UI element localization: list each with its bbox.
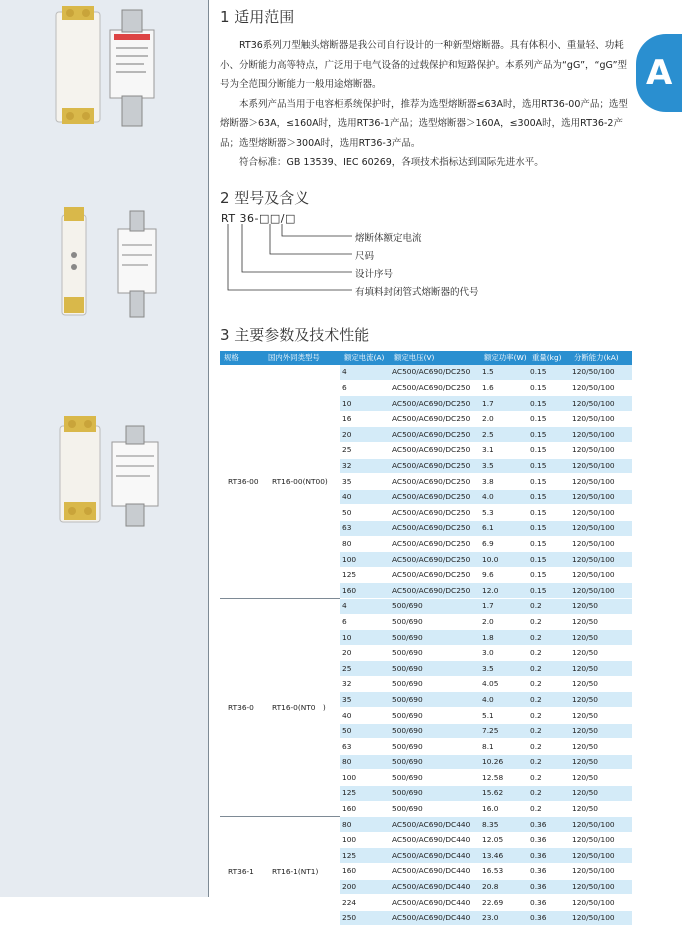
group-rt36-1 (220, 817, 632, 926)
cell-rated-power: 2.0 (480, 614, 528, 630)
cell-rated-voltage: AC500/AC690/DC250 (390, 474, 480, 490)
cell-rated-power: 15.62 (480, 786, 528, 802)
cell-rated-voltage: 500/690 (390, 754, 480, 770)
cell-rated-power: 2.0 (480, 411, 528, 427)
cell-weight: 0.15 (528, 380, 570, 396)
cell-breaking-capacity: 120/50 (570, 739, 632, 755)
cell-rated-voltage: 500/690 (390, 661, 480, 677)
cell-rated-current: 35 (340, 692, 390, 708)
cell-rated-power: 5.3 (480, 505, 528, 521)
cell-rated-voltage: AC500/AC690/DC440 (390, 895, 480, 911)
cell-rated-current: 20 (340, 645, 390, 661)
model-label-type-code: 有填料封闭管式熔断器的代号 (355, 287, 479, 298)
cell-breaking-capacity: 120/50 (570, 598, 632, 614)
col-header: 规格 (220, 351, 264, 365)
cell-weight: 0.2 (528, 630, 570, 646)
cell-rated-voltage: AC500/AC690/DC250 (390, 489, 480, 505)
cell-rated-power: 20.8 (480, 879, 528, 895)
cell-breaking-capacity: 120/50/100 (570, 427, 632, 443)
cell-rated-voltage: AC500/AC690/DC250 (390, 442, 480, 458)
cell-rated-voltage: AC500/AC690/DC250 (390, 458, 480, 474)
cell-spec: RT36-00 (220, 365, 264, 598)
cell-rated-power: 4.05 (480, 676, 528, 692)
cell-rated-current: 63 (340, 520, 390, 536)
cell-rated-power: 4.0 (480, 692, 528, 708)
cell-rated-voltage: AC500/AC690/DC440 (390, 832, 480, 848)
cell-weight: 0.15 (528, 365, 570, 380)
cell-breaking-capacity: 120/50/100 (570, 458, 632, 474)
cell-weight: 0.2 (528, 754, 570, 770)
cell-rated-current: 125 (340, 567, 390, 583)
table-row (220, 365, 632, 380)
cell-rated-power: 8.1 (480, 739, 528, 755)
cell-breaking-capacity: 120/50 (570, 801, 632, 817)
model-code: RT 36-□□/□ (221, 212, 296, 225)
section3-title: 3 主要参数及技术性能 (220, 326, 370, 344)
cell-equivalent-model: RT16-1(NT1) (264, 817, 340, 926)
group-rt36-00 (220, 365, 632, 598)
cell-rated-current: 20 (340, 427, 390, 443)
cell-breaking-capacity: 120/50 (570, 676, 632, 692)
cell-breaking-capacity: 120/50 (570, 614, 632, 630)
model-label-design-no: 设计序号 (355, 269, 394, 280)
cell-rated-voltage: AC500/AC690/DC250 (390, 427, 480, 443)
cell-rated-power: 1.7 (480, 396, 528, 412)
cell-rated-power: 1.6 (480, 380, 528, 396)
cell-rated-power: 12.05 (480, 832, 528, 848)
cell-rated-voltage: 500/690 (390, 723, 480, 739)
section1-title: 1 适用范围 (220, 8, 295, 26)
cell-rated-voltage: AC500/AC690/DC250 (390, 520, 480, 536)
cell-breaking-capacity: 120/50/100 (570, 520, 632, 536)
col-header: 额定电压(V) (390, 351, 480, 365)
cell-breaking-capacity: 120/50 (570, 723, 632, 739)
cell-rated-current: 50 (340, 723, 390, 739)
cell-rated-current: 63 (340, 739, 390, 755)
cell-rated-power: 3.5 (480, 458, 528, 474)
cell-breaking-capacity: 120/50/100 (570, 864, 632, 880)
cell-weight: 0.36 (528, 895, 570, 911)
cell-breaking-capacity: 120/50/100 (570, 411, 632, 427)
cell-weight: 0.36 (528, 817, 570, 833)
cell-breaking-capacity: 120/50 (570, 708, 632, 724)
section1-body (220, 36, 636, 173)
cell-weight: 0.2 (528, 614, 570, 630)
cell-weight: 0.2 (528, 786, 570, 802)
cell-rated-power: 22.69 (480, 895, 528, 911)
cell-weight: 0.2 (528, 692, 570, 708)
cell-rated-current: 200 (340, 879, 390, 895)
cell-weight: 0.2 (528, 676, 570, 692)
cell-rated-voltage: AC500/AC690/DC250 (390, 567, 480, 583)
cell-rated-current: 125 (340, 848, 390, 864)
cell-rated-power: 1.5 (480, 365, 528, 380)
cell-weight: 0.36 (528, 910, 570, 926)
cell-rated-current: 32 (340, 458, 390, 474)
cell-rated-current: 250 (340, 910, 390, 926)
product-image-sidebar (0, 0, 209, 897)
cell-rated-voltage: 500/690 (390, 770, 480, 786)
cell-rated-current: 40 (340, 489, 390, 505)
cell-equivalent-model: RT16-00(NT00) (264, 365, 340, 598)
cell-rated-voltage: 500/690 (390, 614, 480, 630)
cell-breaking-capacity: 120/50/100 (570, 552, 632, 568)
cell-weight: 0.2 (528, 723, 570, 739)
cell-weight: 0.15 (528, 427, 570, 443)
cell-rated-power: 1.7 (480, 598, 528, 614)
cell-rated-power: 8.35 (480, 817, 528, 833)
cell-rated-power: 5.1 (480, 708, 528, 724)
cell-rated-voltage: 500/690 (390, 786, 480, 802)
cell-rated-power: 3.5 (480, 661, 528, 677)
group-rt36-0 (220, 598, 632, 816)
cell-breaking-capacity: 120/50/100 (570, 910, 632, 926)
cell-weight: 0.15 (528, 505, 570, 521)
cell-weight: 0.36 (528, 864, 570, 880)
cell-breaking-capacity: 120/50/100 (570, 832, 632, 848)
cell-rated-power: 16.53 (480, 864, 528, 880)
cell-rated-voltage: AC500/AC690/DC440 (390, 879, 480, 895)
cell-spec: RT36-1 (220, 817, 264, 926)
cell-breaking-capacity: 120/50 (570, 786, 632, 802)
cell-rated-power: 3.0 (480, 645, 528, 661)
cell-equivalent-model: RT16-0(NT0 ) (264, 598, 340, 816)
cell-rated-voltage: AC500/AC690/DC250 (390, 396, 480, 412)
section1-paragraph: 本系列产品当用于电容柜系统保护时，推荐为选型熔断器≤63A时，选用RT36-00产品；选型熔断器＞63A，≤160A时，选用RT36-1产品；选型熔断器＞160A，≤300A时，选用RT36-2产品；选型熔断器＞300A时，选用RT36-3产品。 (220, 98, 628, 149)
cell-rated-current: 10 (340, 396, 390, 412)
cell-breaking-capacity: 120/50 (570, 754, 632, 770)
cell-breaking-capacity: 120/50/100 (570, 817, 632, 833)
cell-rated-current: 80 (340, 754, 390, 770)
cell-weight: 0.2 (528, 708, 570, 724)
cell-breaking-capacity: 120/50/100 (570, 895, 632, 911)
cell-breaking-capacity: 120/50 (570, 661, 632, 677)
cell-rated-current: 6 (340, 614, 390, 630)
cell-weight: 0.15 (528, 567, 570, 583)
cell-rated-current: 160 (340, 864, 390, 880)
cell-rated-current: 35 (340, 474, 390, 490)
cell-rated-current: 25 (340, 661, 390, 677)
cell-rated-current: 25 (340, 442, 390, 458)
cell-rated-power: 7.25 (480, 723, 528, 739)
cell-breaking-capacity: 120/50/100 (570, 489, 632, 505)
cell-rated-current: 160 (340, 583, 390, 599)
cell-weight: 0.2 (528, 645, 570, 661)
cell-breaking-capacity: 120/50 (570, 645, 632, 661)
cell-rated-current: 10 (340, 630, 390, 646)
cell-rated-current: 40 (340, 708, 390, 724)
cell-rated-current: 50 (340, 505, 390, 521)
col-header: 额定电流(A) (340, 351, 390, 365)
cell-rated-power: 3.8 (480, 474, 528, 490)
cell-rated-power: 10.26 (480, 754, 528, 770)
table-header-row (220, 351, 632, 365)
cell-rated-power: 3.1 (480, 442, 528, 458)
cell-rated-current: 4 (340, 598, 390, 614)
section2-title: 2 型号及含义 (220, 189, 310, 207)
cell-rated-current: 125 (340, 786, 390, 802)
cell-weight: 0.15 (528, 583, 570, 599)
cell-weight: 0.15 (528, 458, 570, 474)
cell-weight: 0.15 (528, 396, 570, 412)
cell-rated-power: 2.5 (480, 427, 528, 443)
cell-weight: 0.15 (528, 552, 570, 568)
cell-rated-power: 6.1 (480, 520, 528, 536)
cell-spec: RT36-0 (220, 598, 264, 816)
cell-rated-power: 23.0 (480, 910, 528, 926)
cell-rated-current: 100 (340, 552, 390, 568)
cell-rated-voltage: 500/690 (390, 708, 480, 724)
cell-breaking-capacity: 120/50/100 (570, 505, 632, 521)
cell-rated-current: 32 (340, 676, 390, 692)
cell-rated-voltage: 500/690 (390, 739, 480, 755)
cell-weight: 0.2 (528, 739, 570, 755)
cell-rated-voltage: 500/690 (390, 645, 480, 661)
cell-breaking-capacity: 120/50/100 (570, 365, 632, 380)
model-code-diagram-lines (222, 222, 357, 294)
col-header: 分断能力(kA) (570, 351, 632, 365)
cell-rated-voltage: AC500/AC690/DC440 (390, 864, 480, 880)
cell-rated-current: 80 (340, 817, 390, 833)
cell-rated-current: 80 (340, 536, 390, 552)
cell-rated-current: 4 (340, 365, 390, 380)
col-header: 重量(kg) (528, 351, 570, 365)
cell-breaking-capacity: 120/50/100 (570, 567, 632, 583)
cell-weight: 0.36 (528, 879, 570, 895)
cell-rated-voltage: AC500/AC690/DC250 (390, 536, 480, 552)
cell-rated-voltage: AC500/AC690/DC250 (390, 380, 480, 396)
cell-weight: 0.2 (528, 598, 570, 614)
cell-rated-current: 160 (340, 801, 390, 817)
cell-rated-voltage: AC500/AC690/DC250 (390, 365, 480, 380)
cell-rated-voltage: 500/690 (390, 676, 480, 692)
cell-weight: 0.2 (528, 770, 570, 786)
cell-rated-power: 13.46 (480, 848, 528, 864)
cell-rated-voltage: 500/690 (390, 598, 480, 614)
cell-breaking-capacity: 120/50/100 (570, 583, 632, 599)
cell-breaking-capacity: 120/50/100 (570, 848, 632, 864)
cell-rated-current: 100 (340, 770, 390, 786)
section-tab-a[interactable]: A (636, 34, 682, 112)
section1-paragraph: 符合标准：GB 13539、IEC 60269，各项技术指标达到国际先进水平。 (239, 157, 544, 168)
col-header: 国内外同类型号 (264, 351, 340, 365)
fuse-base-image-rt36-00 (50, 4, 160, 134)
cell-rated-voltage: AC500/AC690/DC440 (390, 848, 480, 864)
cell-weight: 0.15 (528, 520, 570, 536)
cell-rated-voltage: AC500/AC690/DC250 (390, 552, 480, 568)
cell-rated-current: 224 (340, 895, 390, 911)
cell-rated-voltage: AC500/AC690/DC440 (390, 910, 480, 926)
fuse-base-image-rt36-1 (54, 412, 174, 532)
cell-rated-power: 1.8 (480, 630, 528, 646)
cell-weight: 0.15 (528, 489, 570, 505)
cell-rated-voltage: 500/690 (390, 630, 480, 646)
cell-weight: 0.15 (528, 442, 570, 458)
cell-rated-voltage: 500/690 (390, 692, 480, 708)
cell-breaking-capacity: 120/50 (570, 692, 632, 708)
cell-breaking-capacity: 120/50/100 (570, 536, 632, 552)
cell-breaking-capacity: 120/50/100 (570, 396, 632, 412)
cell-rated-current: 100 (340, 832, 390, 848)
cell-weight: 0.15 (528, 536, 570, 552)
model-label-size: 尺码 (355, 251, 375, 262)
cell-rated-power: 12.0 (480, 583, 528, 599)
cell-weight: 0.2 (528, 801, 570, 817)
cell-rated-voltage: AC500/AC690/DC250 (390, 411, 480, 427)
cell-weight: 0.36 (528, 848, 570, 864)
cell-rated-voltage: 500/690 (390, 801, 480, 817)
cell-rated-power: 10.0 (480, 552, 528, 568)
cell-rated-power: 12.58 (480, 770, 528, 786)
cell-rated-voltage: AC500/AC690/DC250 (390, 505, 480, 521)
cell-breaking-capacity: 120/50 (570, 630, 632, 646)
cell-rated-voltage: AC500/AC690/DC440 (390, 817, 480, 833)
fuse-base-image-rt36-0 (56, 205, 166, 325)
cell-weight: 0.36 (528, 832, 570, 848)
col-header: 额定功率(W) (480, 351, 528, 365)
cell-breaking-capacity: 120/50/100 (570, 474, 632, 490)
model-label-rated-current: 熔断体额定电流 (355, 233, 422, 244)
cell-rated-power: 6.9 (480, 536, 528, 552)
cell-breaking-capacity: 120/50/100 (570, 442, 632, 458)
table-row (220, 598, 632, 614)
cell-rated-voltage: AC500/AC690/DC250 (390, 583, 480, 599)
section1-paragraph: RT36系列刀型触头熔断器是我公司自行设计的一种新型熔断器。具有体积小、重量轻、功耗小、分断能力高等特点，广泛用于电气设备的过载保护和短路保护。本系列产品为“gG”，“gG”型号为全范围分断能力一般用途熔断器。 (220, 40, 628, 90)
cell-breaking-capacity: 120/50 (570, 770, 632, 786)
cell-rated-power: 4.0 (480, 489, 528, 505)
cell-rated-power: 16.0 (480, 801, 528, 817)
table-row (220, 817, 632, 833)
cell-weight: 0.15 (528, 474, 570, 490)
cell-rated-current: 16 (340, 411, 390, 427)
cell-rated-current: 6 (340, 380, 390, 396)
cell-breaking-capacity: 120/50/100 (570, 380, 632, 396)
cell-breaking-capacity: 120/50/100 (570, 879, 632, 895)
cell-weight: 0.15 (528, 411, 570, 427)
spec-table (220, 351, 632, 926)
cell-weight: 0.2 (528, 661, 570, 677)
cell-rated-power: 9.6 (480, 567, 528, 583)
